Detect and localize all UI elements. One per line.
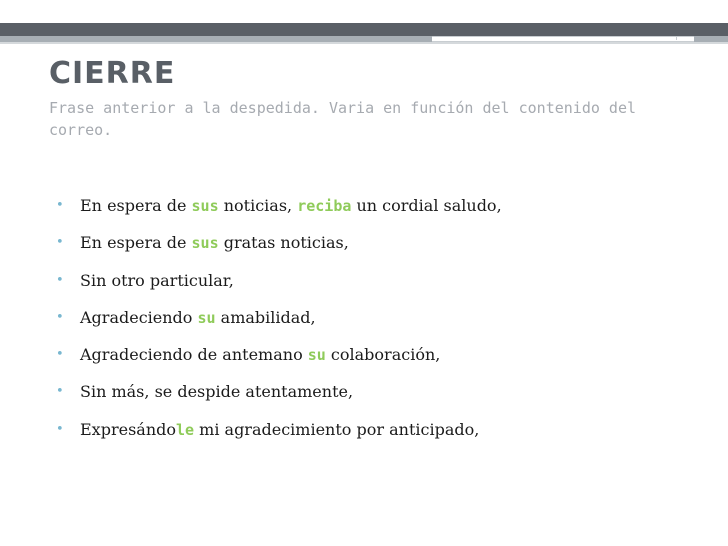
- list-item: [56, 270, 502, 307]
- slide-subtitle: Frase anterior a la despedida. Varia en función del contenido del correo.: [49, 99, 636, 139]
- bullet-dot-icon: •: [56, 235, 64, 251]
- bullet-dot-icon: •: [56, 347, 64, 363]
- list-item: [56, 344, 502, 381]
- bullet-dot-icon: •: [56, 421, 64, 437]
- list-item: [56, 419, 502, 456]
- highlighted-word: le: [176, 420, 195, 439]
- list-item-text: Agradeciendo: [80, 307, 198, 327]
- list-item: [56, 195, 502, 232]
- header-band-dark: [0, 23, 728, 36]
- list-item-text: Sin más, se despide atentamente,: [80, 382, 354, 402]
- list-item-text: gratas noticias,: [218, 233, 349, 253]
- list-item-text: mi agradecimiento por anticipado,: [194, 419, 480, 439]
- header-band: [0, 0, 728, 44]
- list-item-text: Expresándo: [80, 419, 176, 439]
- list-item-text: Agradeciendo de antemano: [80, 345, 308, 365]
- bullet-dot-icon: •: [56, 198, 64, 213]
- list-item-text: noticias,: [218, 196, 298, 215]
- list-item-text: un cordial saludo,: [351, 196, 502, 215]
- header-band-box: [432, 36, 694, 42]
- list-item-text: En espera de: [80, 233, 192, 253]
- slide-title: CIERRE: [49, 56, 176, 91]
- highlighted-word: sus: [191, 197, 219, 215]
- highlighted-word: sus: [191, 234, 219, 253]
- highlighted-word: reciba: [297, 197, 352, 215]
- header-band-box-divider: [676, 36, 695, 40]
- list-item-text: En espera de: [80, 196, 192, 215]
- list-item-text: amabilidad,: [215, 307, 316, 327]
- bullet-dot-icon: •: [56, 272, 64, 288]
- list-item: [56, 307, 502, 344]
- bullet-dot-icon: •: [56, 384, 64, 400]
- bullet-list: [56, 195, 502, 456]
- header-band-light: [0, 42, 728, 44]
- highlighted-word: su: [197, 308, 216, 327]
- list-item-text: Sin otro particular,: [80, 270, 234, 290]
- list-item: [56, 232, 502, 269]
- bullet-dot-icon: •: [56, 309, 64, 325]
- list-item: [56, 381, 502, 418]
- highlighted-word: su: [307, 346, 326, 365]
- list-item-text: colaboración,: [325, 345, 441, 365]
